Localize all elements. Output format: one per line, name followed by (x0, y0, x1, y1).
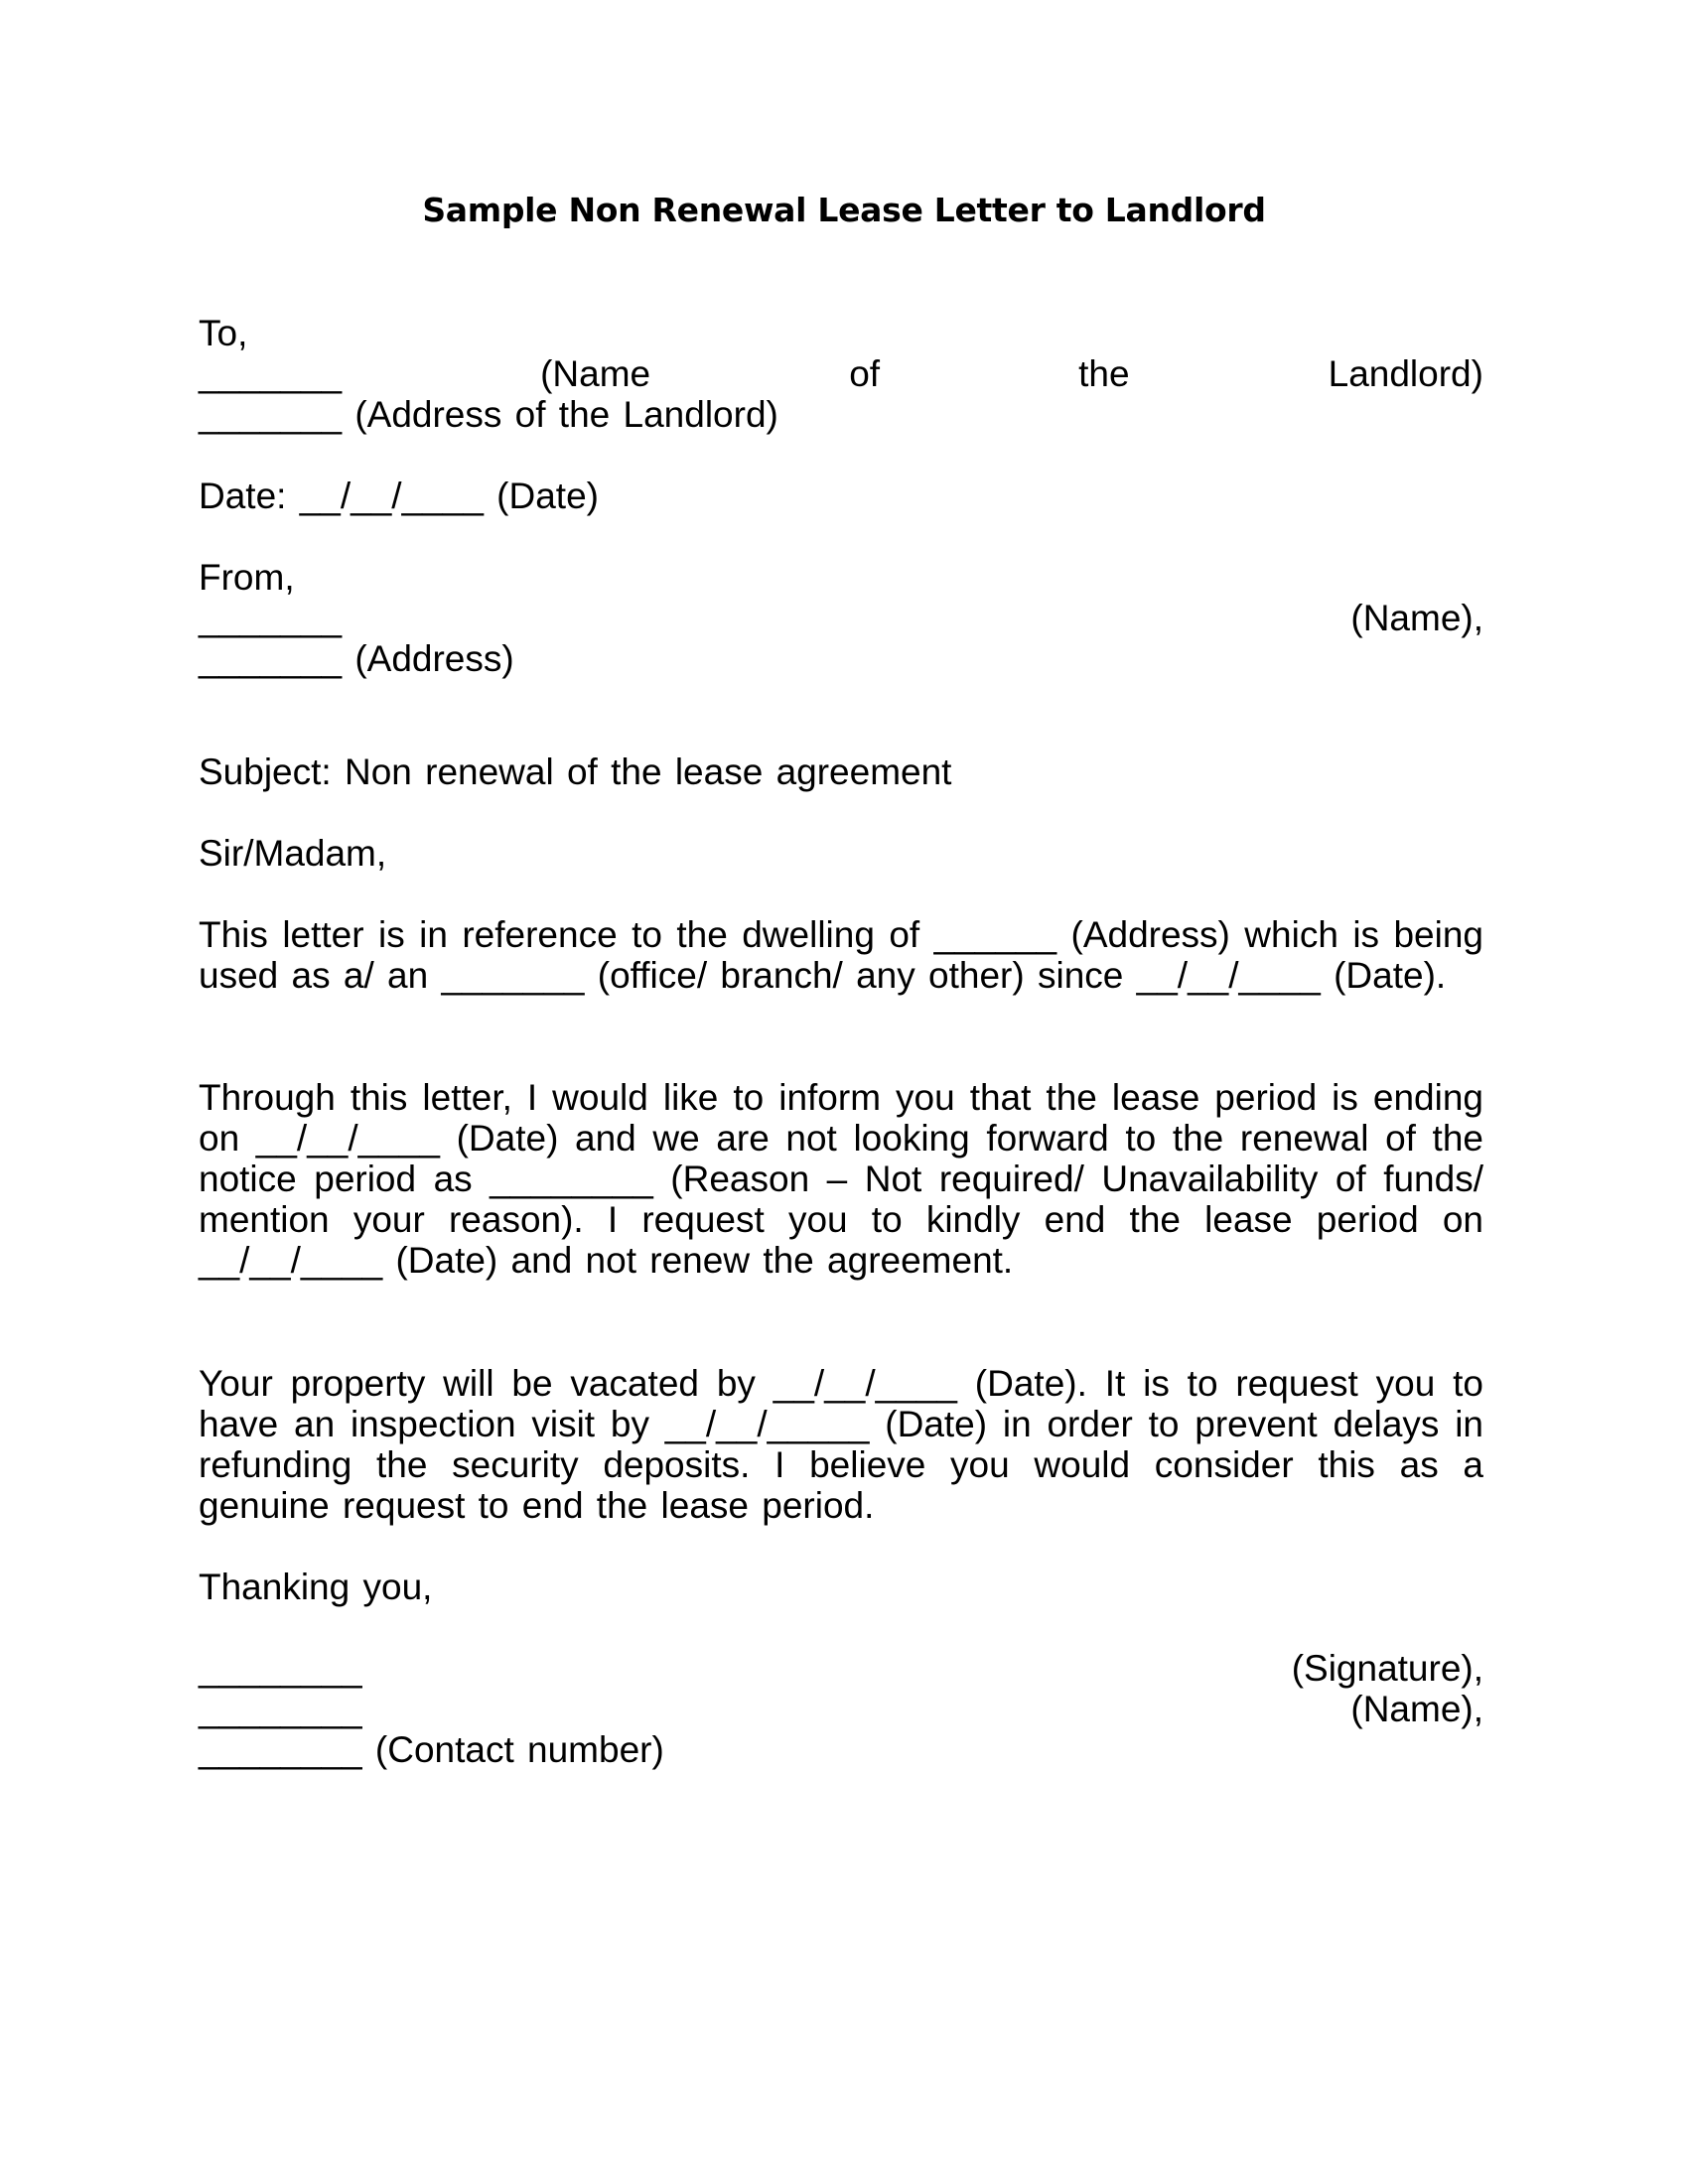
signature-blank: ________ (199, 1648, 362, 1689)
sender-address-line: _______ (Address) (199, 638, 514, 679)
landlord-name-word-2: of (849, 353, 881, 394)
landlord-name-blank: _______ (199, 353, 343, 394)
from-block (199, 557, 1483, 679)
contact-number-line: ________ (Contact number) (199, 1729, 664, 1770)
closing-block (199, 1567, 1483, 1607)
landlord-name-line (199, 353, 1483, 394)
body-paragraph-1: This letter is in reference to the dwelling of ______ (Address) which is being used as a/ an _______ (office/ branch/ any other) since __/__/____ (Date). (199, 914, 1483, 996)
from-salutation: From, (199, 557, 295, 598)
signer-name-blank: ________ (199, 1689, 362, 1729)
landlord-name-word-4: Landlord) (1328, 353, 1483, 394)
signature-line (199, 1648, 1483, 1689)
body-paragraph-2: Through this letter, I would like to inform you that the lease period is ending on __/__/____ (Date) and we are not looking forward to the renewal of the notice period as ________ (Reason – Not required/ Unavailability of funds/ mention your reason). I request you to kindly end the lease period on __/__/____ (Date) and not renew the agreement. (199, 1077, 1483, 1281)
signer-name-label: (Name), (1350, 1689, 1483, 1729)
sender-name-label: (Name), (1350, 598, 1483, 638)
landlord-name-word-3: the (1078, 353, 1130, 394)
sender-name-blank: _______ (199, 598, 343, 638)
subject-line: Subject: Non renewal of the lease agreement (199, 751, 952, 792)
greeting-block (199, 833, 1483, 874)
subject-block (199, 751, 1483, 792)
body-paragraph-3: Your property will be vacated by __/__/____ (Date). It is to request you to have an inspection visit by __/__/_____ (Date) in order to prevent delays in refunding the security deposits. I believe you would consider this as a genuine request to end the lease period. (199, 1363, 1483, 1526)
landlord-name-word-1: (Name (540, 353, 651, 394)
closing-line: Thanking you, (199, 1567, 433, 1607)
sender-name-line (199, 598, 1483, 638)
signature-block (199, 1648, 1483, 1770)
date-line: Date: __/__/____ (Date) (199, 476, 599, 516)
landlord-address-line: _______ (Address of the Landlord) (199, 394, 778, 435)
signature-label: (Signature), (1291, 1648, 1483, 1689)
signer-name-line (199, 1689, 1483, 1729)
document-title: Sample Non Renewal Lease Letter to Landlord (422, 191, 1266, 229)
greeting-line: Sir/Madam, (199, 833, 387, 874)
to-salutation: To, (199, 313, 248, 353)
date-block (199, 476, 1483, 516)
to-block (199, 313, 1483, 435)
